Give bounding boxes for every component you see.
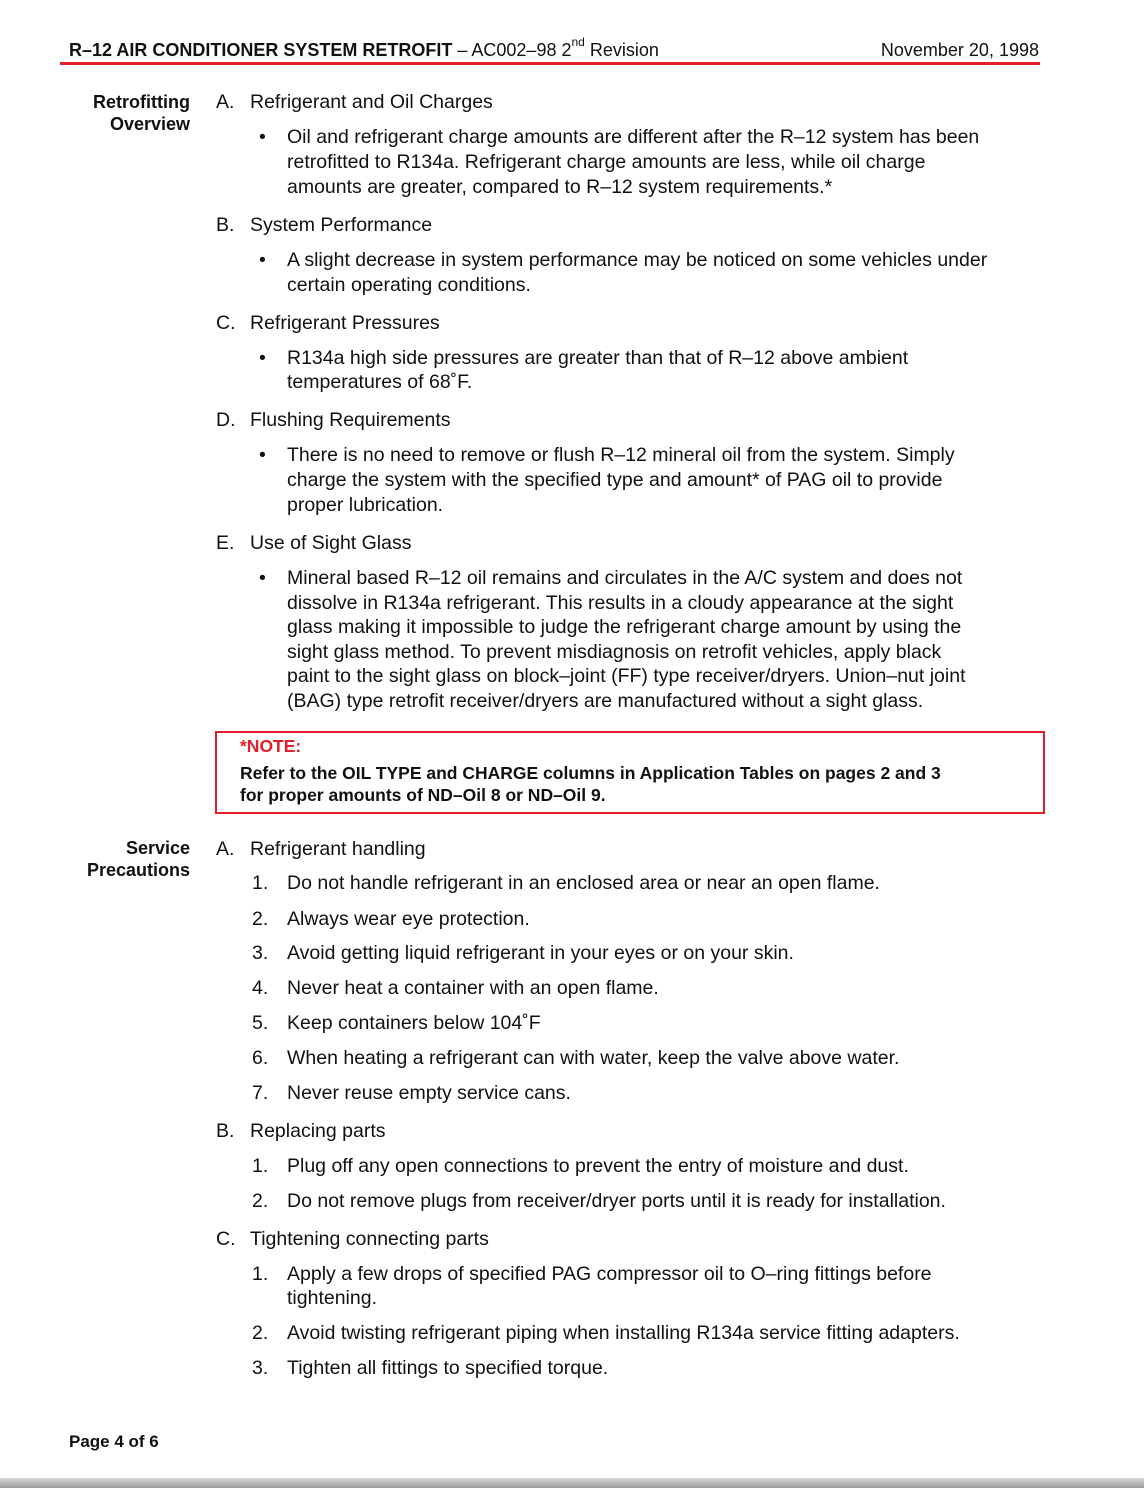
section-title-refrigerant-handling: Refrigerant handling (250, 838, 426, 860)
document-date: November 20, 1998 (880, 40, 1039, 60)
list-item: Tighten all fittings to specified torque. (287, 1357, 609, 1379)
section-letter: B. (216, 214, 235, 236)
section-letter: E. (216, 532, 235, 554)
sidehead-line: Precautions (86, 860, 190, 880)
sidehead-line: Retrofitting (93, 92, 190, 112)
section-letter: A. (216, 838, 235, 860)
paragraph-line: Mineral based R–12 oil remains and circulates in the A/C system and does not (287, 567, 963, 589)
list-item-number: 4. (252, 977, 269, 999)
list-item: Apply a few drops of specified PAG compressor oil to O–ring fittings before (287, 1263, 932, 1285)
section-title-refrigerant-oil-charges: Refrigerant and Oil Charges (250, 91, 493, 113)
revision-label: Revision (584, 40, 659, 60)
bullet-icon: • (259, 249, 266, 271)
bullet-icon: • (259, 444, 266, 466)
page-number: Page 4 of 6 (69, 1432, 159, 1451)
list-item: When heating a refrigerant can with water, keep the valve above water. (287, 1047, 900, 1069)
note-heading: *NOTE: (240, 736, 302, 756)
revision-ordinal-suffix: nd (571, 35, 585, 49)
paragraph-line: charge the system with the specified type and amount* of PAG oil to provide (287, 469, 943, 491)
list-item: Never heat a container with an open flame. (287, 977, 659, 999)
paragraph-line: sight glass method. To prevent misdiagnosis on retrofit vehicles, apply black (287, 641, 942, 663)
list-item-number: 2. (252, 1322, 269, 1344)
paragraph-line: paint to the sight glass on block–joint (FF) type receiver/dryers. Union–nut joint (287, 665, 966, 687)
note-text-line: Refer to the OIL TYPE and CHARGE columns in Application Tables on pages 2 and 3 (240, 763, 941, 783)
list-item-number: 2. (252, 908, 269, 930)
document-title: R–12 AIR CONDITIONER SYSTEM RETROFIT (69, 40, 453, 60)
section-letter: A. (216, 91, 235, 113)
paragraph-line: glass making it impossible to judge the refrigerant charge amount by using the (287, 616, 962, 638)
section-title-tightening-connecting-parts: Tightening connecting parts (250, 1228, 489, 1250)
header-divider (60, 62, 1040, 65)
paragraph-line: (BAG) type retrofit receiver/dryers are manufactured without a sight glass. (287, 690, 924, 712)
document-code: – AC002–98 2 (452, 40, 572, 60)
list-item-number: 1. (252, 1155, 269, 1177)
paragraph-line: retrofitted to R134a. Refrigerant charge amounts are less, while oil charge (287, 151, 926, 173)
paragraph-line: certain operating conditions. (287, 274, 531, 296)
sidehead-line: Overview (109, 114, 190, 134)
section-title-replacing-parts: Replacing parts (250, 1120, 386, 1142)
list-item-number: 3. (252, 1357, 269, 1379)
paragraph-line: There is no need to remove or flush R–12 mineral oil from the system. Simply (287, 444, 955, 466)
paragraph-line: Oil and refrigerant charge amounts are different after the R–12 system has been (287, 126, 980, 148)
section-title-flushing-requirements: Flushing Requirements (250, 409, 451, 431)
section-title-system-performance: System Performance (250, 214, 433, 236)
paragraph-line: A slight decrease in system performance may be noticed on some vehicles under (287, 249, 988, 271)
paragraph-line: proper lubrication. (287, 494, 444, 516)
page-header (69, 35, 1039, 62)
list-item-number: 1. (252, 1263, 269, 1285)
section-letter: D. (216, 409, 236, 431)
sidehead-service-precautions (60, 837, 190, 881)
sidehead-line: Service (125, 838, 190, 858)
list-item: Keep containers below 104˚F (287, 1012, 541, 1034)
section-letter: B. (216, 1120, 235, 1142)
paragraph-line: amounts are greater, compared to R–12 system requirements.* (287, 176, 833, 198)
list-item-number: 7. (252, 1082, 269, 1104)
section-title-use-of-sight-glass: Use of Sight Glass (250, 532, 412, 554)
bullet-icon: • (259, 347, 266, 369)
section-letter: C. (216, 1228, 236, 1250)
section-letter: C. (216, 312, 236, 334)
list-item: Do not remove plugs from receiver/dryer ports until it is ready for installation. (287, 1190, 946, 1212)
list-item: Plug off any open connections to prevent the entry of moisture and dust. (287, 1155, 909, 1177)
bullet-icon: • (259, 126, 266, 148)
section-title-refrigerant-pressures: Refrigerant Pressures (250, 312, 440, 334)
viewer-bottom-edge (0, 1478, 1144, 1488)
paragraph-line: R134a high side pressures are greater than that of R–12 above ambient (287, 347, 909, 369)
sidehead-retrofitting-overview (60, 91, 190, 135)
list-item-number: 5. (252, 1012, 269, 1034)
list-item-number: 3. (252, 942, 269, 964)
bullet-icon: • (259, 567, 266, 589)
list-item: Avoid twisting refrigerant piping when installing R134a service fitting adapters. (287, 1322, 960, 1344)
list-item-number: 6. (252, 1047, 269, 1069)
note-text-line: for proper amounts of ND–Oil 8 or ND–Oil 9. (240, 785, 606, 805)
list-item: Avoid getting liquid refrigerant in your eyes or on your skin. (287, 942, 794, 964)
list-item-number: 2. (252, 1190, 269, 1212)
list-item: Do not handle refrigerant in an enclosed area or near an open flame. (287, 872, 880, 894)
paragraph-line: temperatures of 68˚F. (287, 371, 473, 393)
paragraph-line: dissolve in R134a refrigerant. This results in a cloudy appearance at the sight (287, 592, 954, 614)
list-item: Never reuse empty service cans. (287, 1082, 571, 1104)
list-item: Always wear eye protection. (287, 908, 530, 930)
list-item-continuation: tightening. (287, 1287, 377, 1309)
list-item-number: 1. (252, 872, 269, 894)
